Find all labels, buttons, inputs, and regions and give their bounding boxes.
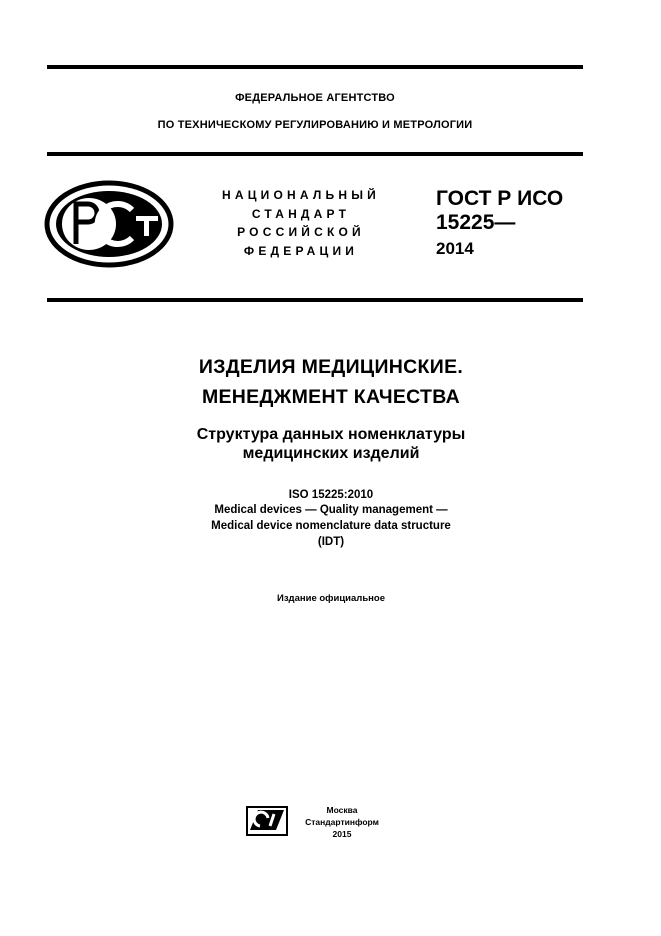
iso-reference-line3: Medical device nomenclature data structure: [211, 520, 451, 532]
publisher-city: Москва: [326, 805, 358, 815]
publisher-year: 2015: [332, 829, 352, 839]
national-standard-line: РОССИЙСКОЙ: [237, 225, 365, 239]
rst-certification-logo-icon: [44, 180, 174, 268]
document-title-line2: МЕНЕДЖМЕНТ КАЧЕСТВА: [201, 386, 461, 408]
title-rule: [47, 298, 583, 302]
document-title-line1: ИЗДЕЛИЯ МЕДИЦИНСКИЕ.: [198, 356, 464, 378]
top-rule: [47, 65, 583, 69]
standartinform-logo-icon: [246, 806, 288, 836]
designation-line1: ГОСТ Р ИСО: [436, 187, 564, 210]
national-standard-label: [212, 186, 390, 260]
designation-year: 2014: [436, 239, 474, 258]
publisher-info: [300, 804, 384, 840]
header-rule: [47, 152, 583, 156]
national-standard-line: НАЦИОНАЛЬНЫЙ: [221, 188, 381, 202]
iso-reference-line2: Medical devices — Quality management —: [214, 504, 448, 516]
iso-reference-line1: ISO 15225:2010: [288, 489, 374, 501]
national-standard-line: СТАНДАРТ: [251, 206, 351, 221]
document-subtitle-line1: Структура данных номенклатуры: [196, 426, 466, 443]
publisher-name: Стандартинформ: [305, 817, 379, 827]
designation-line2: 15225—: [436, 211, 516, 234]
iso-reference-line4: (IDT): [317, 536, 345, 548]
document-subtitle-line2: медицинских изделий: [242, 445, 420, 462]
agency-name-line1: ФЕДЕРАЛЬНОЕ АГЕНТСТВО: [235, 92, 395, 104]
agency-name-line2: ПО ТЕХНИЧЕСКОМУ РЕГУЛИРОВАНИЮ И МЕТРОЛОГИИ: [157, 119, 473, 131]
edition-label: Издание официальное: [277, 593, 385, 604]
standard-designation: [436, 187, 563, 261]
national-standard-line: ФЕДЕРАЦИИ: [243, 243, 359, 258]
